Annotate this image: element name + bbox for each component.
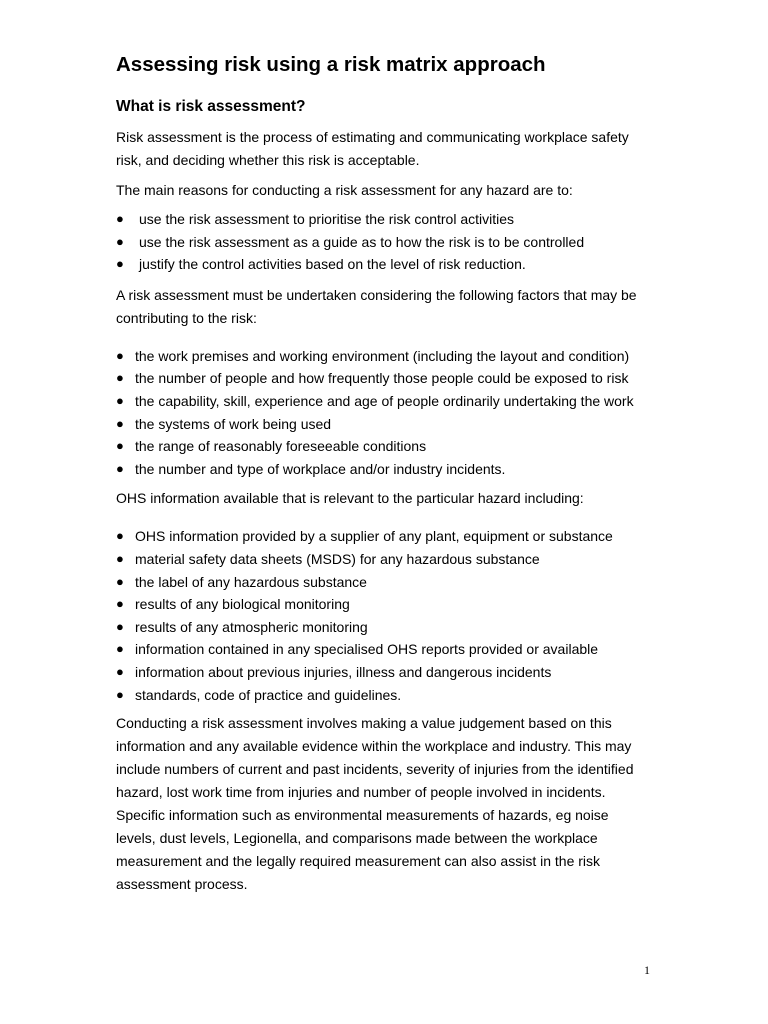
list-item: ● OHS information provided by a supplier of any plant, equipment or substance bbox=[116, 525, 656, 548]
list-item: ● the work premises and working environment (including the layout and condition) bbox=[116, 345, 656, 368]
bullet-icon: ● bbox=[116, 618, 124, 634]
bullet-icon: ● bbox=[116, 233, 124, 249]
ohs-list bbox=[116, 525, 656, 706]
bullet-icon: ● bbox=[116, 641, 124, 657]
factors-list bbox=[116, 345, 656, 481]
document-body bbox=[116, 52, 656, 896]
bullet-icon: ● bbox=[116, 438, 124, 454]
bullet-icon: ● bbox=[116, 370, 124, 386]
bullet-icon: ● bbox=[116, 415, 124, 431]
bullet-icon: ● bbox=[116, 211, 124, 226]
factors-intro bbox=[116, 284, 656, 330]
list-item: ● the range of reasonably foreseeable conditions bbox=[116, 435, 656, 458]
bullet-icon: ● bbox=[116, 550, 124, 566]
list-item: ● the number of people and how frequently those people could be exposed to risk bbox=[116, 367, 656, 390]
ohs-intro: OHS information available that is relevant to the particular hazard including: bbox=[116, 490, 584, 507]
conclusion-line: Specific information such as environmental measurements of hazards, eg noise bbox=[116, 807, 609, 824]
bullet-icon: ● bbox=[116, 596, 124, 612]
list-item: ● material safety data sheets (MSDS) for any hazardous substance bbox=[116, 548, 656, 571]
conclusion-line: levels, dust levels, Legionella, and comparisons made between the workplace bbox=[116, 830, 598, 847]
intro-paragraph bbox=[116, 126, 656, 172]
section-heading: What is risk assessment? bbox=[116, 98, 306, 115]
list-item: ● the systems of work being used bbox=[116, 413, 656, 436]
list-item: ● information contained in any specialised OHS reports provided or available bbox=[116, 638, 656, 661]
conclusion-line: Conducting a risk assessment involves making a value judgement based on this bbox=[116, 715, 612, 732]
list-item: ● the capability, skill, experience and age of people ordinarily undertaking the work bbox=[116, 390, 656, 413]
bullet-icon: ● bbox=[116, 528, 124, 544]
reasons-list bbox=[116, 208, 656, 276]
factors-intro-line: contributing to the risk: bbox=[116, 309, 257, 326]
conclusion-line: include numbers of current and past incidents, severity of injuries from the identified bbox=[116, 761, 634, 778]
conclusion-line: information and any available evidence within the workplace and industry. This may bbox=[116, 738, 632, 755]
document-title: Assessing risk using a risk matrix approach bbox=[116, 53, 546, 76]
conclusion-line: hazard, lost work time from injuries and number of people involved in incidents. bbox=[116, 784, 606, 801]
conclusion-line: measurement and the legally required measurement can also assist in the risk bbox=[116, 853, 601, 870]
conclusion-paragraph bbox=[116, 712, 656, 896]
list-item: ● use the risk assessment to prioritise the risk control activities bbox=[116, 208, 656, 231]
reasons-intro: The main reasons for conducting a risk assessment for any hazard are to: bbox=[116, 182, 573, 198]
list-item: ● the number and type of workplace and/or industry incidents. bbox=[116, 458, 656, 481]
bullet-icon: ● bbox=[116, 663, 124, 679]
page-number: 1 bbox=[644, 963, 650, 977]
bullet-icon: ● bbox=[116, 573, 124, 589]
bullet-icon: ● bbox=[116, 347, 124, 363]
list-item: ● justify the control activities based on the level of risk reduction. bbox=[116, 253, 656, 276]
list-item: ● results of any biological monitoring bbox=[116, 593, 656, 616]
list-item: ● standards, code of practice and guidelines. bbox=[116, 684, 656, 707]
bullet-icon: ● bbox=[116, 460, 124, 476]
list-item: ● the label of any hazardous substance bbox=[116, 571, 656, 594]
conclusion-line: assessment process. bbox=[116, 876, 248, 893]
list-item: ● information about previous injuries, illness and dangerous incidents bbox=[116, 661, 656, 684]
factors-intro-line: A risk assessment must be undertaken considering the following factors that may be bbox=[116, 286, 637, 303]
bullet-icon: ● bbox=[116, 256, 124, 272]
list-item: ● results of any atmospheric monitoring bbox=[116, 616, 656, 639]
bullet-icon: ● bbox=[116, 392, 124, 408]
list-item: ● use the risk assessment as a guide as to how the risk is to be controlled bbox=[116, 231, 656, 254]
bullet-icon: ● bbox=[116, 686, 124, 702]
intro-line: risk, and deciding whether this risk is acceptable. bbox=[116, 152, 420, 168]
intro-line: Risk assessment is the process of estimating and communicating workplace safety bbox=[116, 129, 629, 145]
